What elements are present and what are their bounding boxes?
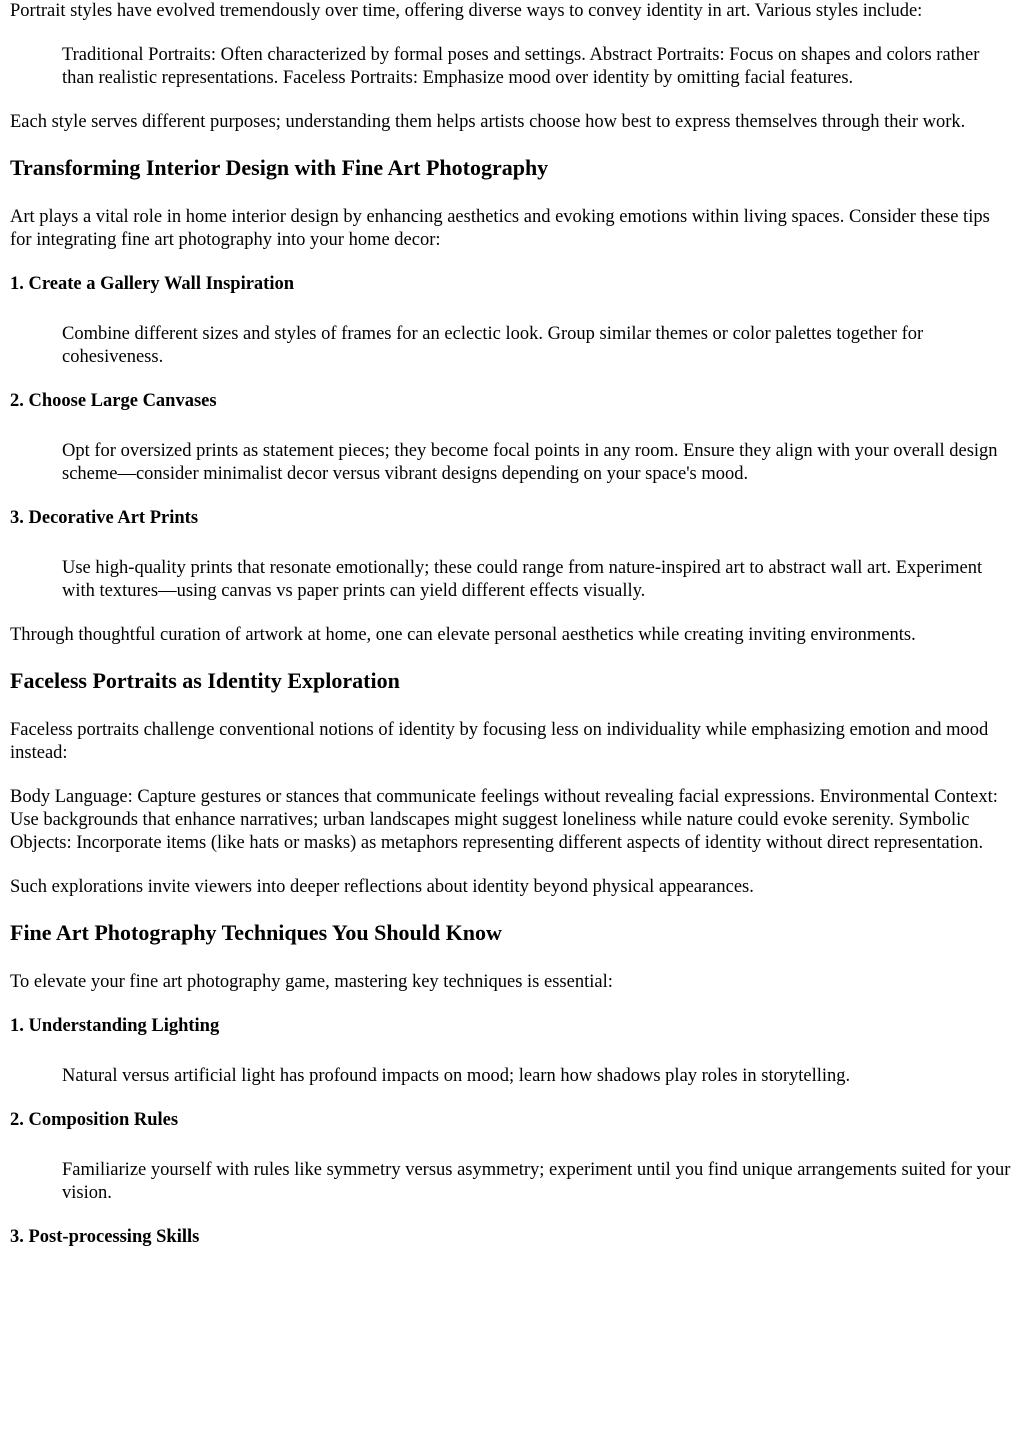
gallery-wall-text: Combine different sizes and styles of frames for an eclectic look. Group similar themes or color palettes together for cohesiveness. (62, 324, 924, 367)
interior-design-heading: Transforming Interior Design with Fine Art Photography (10, 155, 549, 180)
lighting-heading: 1. Understanding Lighting (10, 1016, 220, 1036)
techniques-intro-paragraph: To elevate your fine art photography game, mastering key techniques is essential: (10, 972, 613, 992)
large-canvases-heading: 2. Choose Large Canvases (10, 391, 217, 411)
faceless-body-paragraph: Body Language: Capture gestures or stances that communicate feelings without revealing facial expressions. Environmental Context: Use backgrounds that enhance narratives; urban landscapes might suggest loneliness while nature could evoke serenity. Symbolic Objects: Incorporate items (like hats or masks) as metaphors representing different aspects of identity without direct representation. (10, 787, 998, 853)
lighting-text: Natural versus artificial light has profound impacts on mood; learn how shadows play roles in storytelling. (62, 1066, 851, 1086)
composition-heading: 2. Composition Rules (10, 1110, 179, 1130)
post-processing-heading: 3. Post-processing Skills (10, 1227, 200, 1247)
portrait-styles-quote: Traditional Portraits: Often characterized by formal poses and settings. Abstract Portraits: Focus on shapes and colors rather than realistic representations. Faceless Portraits: Emphasize mood over identity by omitting facial features. (62, 45, 980, 88)
decorative-prints-heading: 3. Decorative Art Prints (10, 508, 199, 528)
large-canvases-text: Opt for oversized prints as statement pieces; they become focal points in any room. Ensure they align with your overall design scheme—consider minimalist decor versus vibrant designs depending on your space's mood. (62, 441, 998, 484)
decorative-prints-text: Use high-quality prints that resonate emotionally; these could range from nature-inspired art to abstract wall art. Experiment with textures—using canvas vs paper prints can yield different effects visually. (62, 558, 983, 601)
interior-intro-paragraph: Art plays a vital role in home interior design by enhancing aesthetics and evoking emotions within living spaces. Consider these tips for integrating fine art photography into your home decor: (10, 207, 990, 250)
intro-paragraph: Portrait styles have evolved tremendously over time, offering diverse ways to convey identity in art. Various styles include: (10, 1, 923, 21)
faceless-intro-paragraph: Faceless portraits challenge conventional notions of identity by focusing less on individuality while emphasizing emotion and mood instead: (10, 720, 989, 763)
intro-closing-paragraph: Each style serves different purposes; understanding them helps artists choose how best to express themselves through their work. (10, 112, 966, 132)
interior-outro-paragraph: Through thoughtful curation of artwork at home, one can elevate personal aesthetics while creating inviting environments. (10, 625, 916, 645)
faceless-outro-paragraph: Such explorations invite viewers into deeper reflections about identity beyond physical appearances. (10, 877, 754, 897)
composition-text: Familiarize yourself with rules like symmetry versus asymmetry; experiment until you find unique arrangements suited for your vision. (62, 1160, 1011, 1203)
gallery-wall-heading: 1. Create a Gallery Wall Inspiration (10, 274, 295, 294)
faceless-portraits-heading: Faceless Portraits as Identity Exploration (10, 668, 400, 693)
techniques-heading: Fine Art Photography Techniques You Should Know (10, 920, 502, 945)
